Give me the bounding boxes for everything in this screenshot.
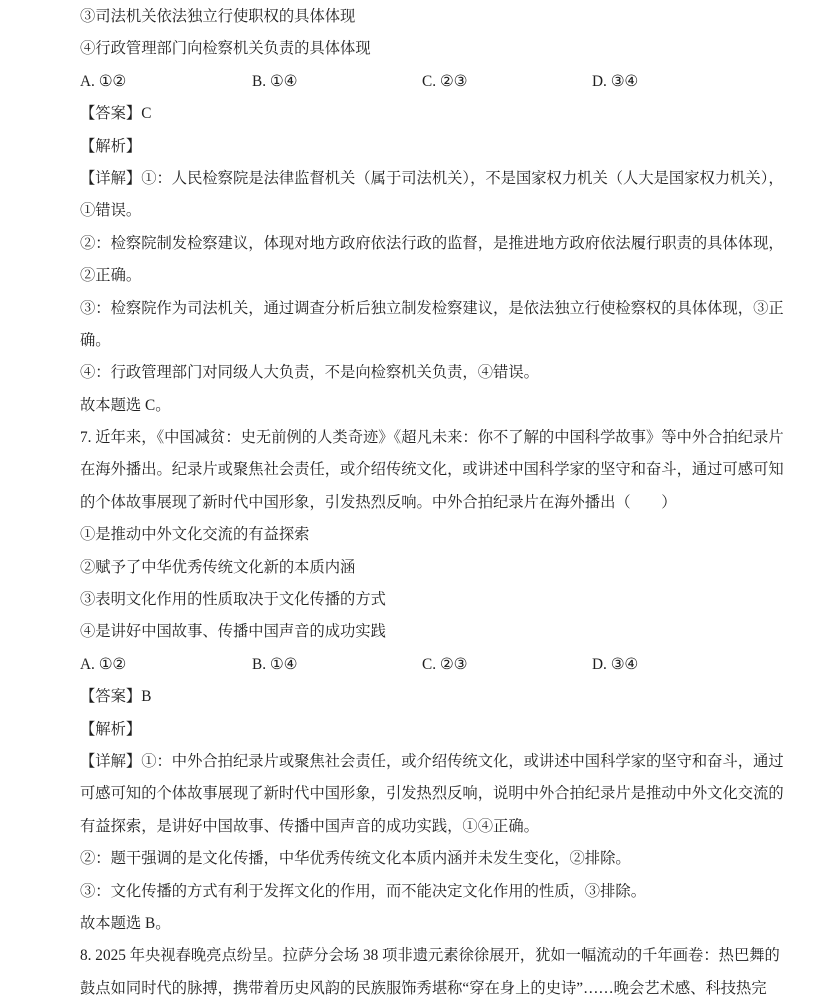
- q7-stem-line: 在海外播出。纪录片或聚焦社会责任，或介绍传统文化，或讲述中国科学家的坚守和奋斗，通过可感可知: [80, 461, 784, 479]
- q7-choice-a: A. ①②: [80, 655, 127, 673]
- q7-item-1: ①是推动中外文化交流的有益探索: [80, 526, 310, 544]
- q7-choice-c: C. ②③: [422, 655, 468, 673]
- q6-item-3: ③司法机关依法独立行使职权的具体体现: [80, 8, 356, 25]
- q7-detail-line: 可感可知的个体故事展现了新时代中国形象，引发热烈反响，说明中外合拍纪录片是推动中外文化交流的: [80, 785, 784, 803]
- q6-detail-line: ②正确。: [80, 267, 142, 285]
- q6-answer-label: 【答案】C: [80, 105, 152, 123]
- q7-item-3: ③表明文化作用的性质取决于文化传播的方式: [80, 591, 386, 609]
- q7-detail-line: 有益探索，是讲好中国故事、传播中国声音的成功实践，①④正确。: [80, 817, 539, 835]
- q6-choice-a: A. ①②: [80, 72, 127, 90]
- q6-detail-line: ②：检察院制发检察建议，体现对地方政府依法行政的监督，是推进地方政府依法履行职责的具体体现，: [80, 234, 784, 252]
- q7-stem-line: 的个体故事展现了新时代中国形象，引发热烈反响。中外合拍纪录片在海外播出（ ）: [80, 493, 677, 511]
- q7-item-4: ④是讲好中国故事、传播中国声音的成功实践: [80, 623, 386, 641]
- q6-analysis-label: 【解析】: [80, 137, 142, 155]
- q6-choice-b: B. ①④: [252, 72, 298, 90]
- q6-choice-d: D. ③④: [592, 72, 639, 90]
- q7-choice-d: D. ③④: [592, 655, 639, 673]
- q7-detail-line: ③：文化传播的方式有利于发挥文化的作用，而不能决定文化作用的性质，③排除。: [80, 882, 646, 900]
- q6-detail-line: ③：检察院作为司法机关，通过调查分析后独立制发检察建议，是依法独立行使检察权的具体体现，③正: [80, 299, 784, 317]
- q7-detail-line: 【详解】①：中外合拍纪录片或聚焦社会责任，或介绍传统文化，或讲述中国科学家的坚守和奋斗，通过: [80, 752, 784, 770]
- q6-conclusion: 故本题选 C。: [80, 396, 171, 414]
- q6-detail-line: ①错误。: [80, 202, 142, 220]
- q6-item-4: ④行政管理部门向检察机关负责的具体体现: [80, 40, 371, 58]
- q6-detail-line: 确。: [80, 331, 111, 349]
- q6-detail-line: ④：行政管理部门对同级人大负责，不是向检察机关负责，④错误。: [80, 364, 539, 382]
- q6-choices-row: [80, 66, 758, 98]
- q8-stem-line: 8. 2025 年央视春晚亮点纷呈。拉萨分会场 38 项非遗元素徐徐展开，犹如一幅流动的千年画卷：热巴舞的: [80, 947, 780, 965]
- q7-answer-label: 【答案】B: [80, 688, 152, 706]
- q6-detail-line: 【详解】①：人民检察院是法律监督机关（属于司法机关），不是国家权力机关（人大是国家权力机关），: [80, 169, 784, 187]
- q7-detail-line: ②：题干强调的是文化传播，中华优秀传统文化本质内涵并未发生变化，②排除。: [80, 850, 631, 868]
- q8-stem-line: 鼓点如同时代的脉搏，携带着历史风韵的民族服饰秀堪称“穿在身上的史诗”……晚会艺术感、科技热完: [80, 979, 767, 997]
- q7-stem-line: 7. 近年来，《中国减贫：史无前例的人类奇迹》《超凡未来：你不了解的中国科学故事》等中外合拍纪录片: [80, 429, 784, 447]
- q7-item-2: ②赋予了中华优秀传统文化新的本质内涵: [80, 558, 356, 576]
- q7-choice-b: B. ①④: [252, 655, 298, 673]
- q7-analysis-label: 【解析】: [80, 720, 142, 738]
- q7-conclusion: 故本题选 B。: [80, 914, 171, 932]
- q6-choice-c: C. ②③: [422, 72, 468, 90]
- q7-choices-row: [80, 649, 758, 681]
